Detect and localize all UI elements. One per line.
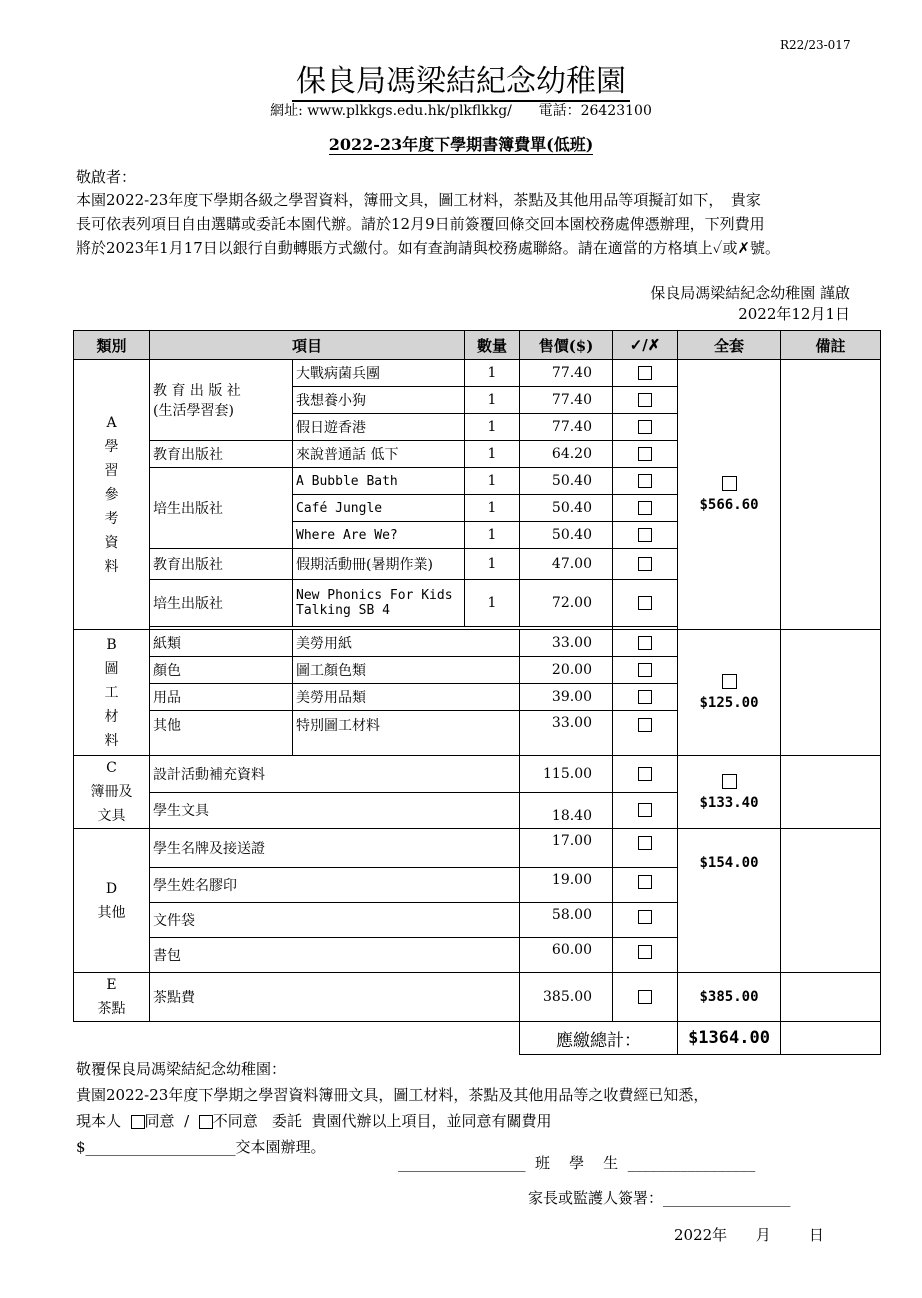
- checkbox[interactable]: [638, 393, 652, 407]
- grand-total-label: 應繳總計：: [520, 1022, 678, 1055]
- section-c-total: $133.40: [678, 756, 781, 829]
- item-price: 50.40: [520, 495, 613, 522]
- remarks-cell: [781, 829, 881, 973]
- item-price: 115.00: [520, 756, 613, 793]
- greeting: 敬啟者：: [76, 168, 137, 186]
- checkbox[interactable]: [638, 447, 652, 461]
- checkbox[interactable]: [638, 663, 652, 677]
- item-name: 學生姓名膠印: [150, 868, 520, 903]
- checkbox[interactable]: [638, 910, 652, 924]
- item-price: 50.40: [520, 522, 613, 549]
- checkbox[interactable]: [638, 528, 652, 542]
- table-row: [74, 630, 881, 657]
- item-price: 39.00: [520, 684, 613, 711]
- table-row: [74, 829, 881, 868]
- item-name: 文件袋: [150, 903, 520, 938]
- item-name: 大戰病菌兵團: [293, 360, 465, 387]
- item-name: 書包: [150, 938, 520, 973]
- item-qty: 1: [465, 468, 520, 495]
- item-price: 64.20: [520, 441, 613, 468]
- intro-paragraph: 本園2022-23年度下學期各級之學習資料，簿冊文具，圖工材料，茶點及其他用品等項擬訂如下， 貴家 長可依表列項目自由選購或委託本園代辦。請於12月9日前簽覆回條交回本園校務處俾憑辦理，下列費用 將於2023年1月17日以銀行自動轉賬方式繳付。如有查詢請與校務處聯絡。請在適當的方格填上✓或✗號。: [76, 191, 781, 257]
- item-name: 特別圖工材料: [293, 711, 520, 756]
- item-name: 圖工顏色類: [293, 657, 520, 684]
- item-price: 18.40: [520, 792, 613, 829]
- checkbox[interactable]: [638, 596, 652, 610]
- set-checkbox[interactable]: [722, 476, 737, 491]
- item-qty: 1: [465, 549, 520, 580]
- item-qty: 1: [465, 360, 520, 387]
- item-qty: 1: [465, 441, 520, 468]
- item-price: 50.40: [520, 468, 613, 495]
- reply-slip: 敬覆保良局馮梁結紀念幼稚園： 貴園2022-23年度下學期之學習資料簿冊文具，圖工材料，茶點及其他用品等之收費經已知悉， 現本人 同意 / 不同意 委託 貴園代辦以上項目，並同意有關費用 $____________________交本園辦理。: [76, 1056, 708, 1160]
- item-price: 19.00: [520, 868, 613, 903]
- item-price: 33.00: [520, 630, 613, 657]
- checkbox[interactable]: [638, 501, 652, 515]
- grand-total-value: $1364.00: [678, 1022, 781, 1055]
- publisher-cell: 教育出版社: [150, 441, 293, 468]
- item-price: 77.40: [520, 414, 613, 441]
- agree-checkbox[interactable]: [131, 1115, 145, 1129]
- grand-total-row: [74, 1022, 881, 1055]
- item-price: 77.40: [520, 360, 613, 387]
- disagree-checkbox[interactable]: [199, 1115, 213, 1129]
- item-name: 設計活動補充資料: [150, 756, 520, 793]
- item-category: 其他: [150, 711, 293, 756]
- fee-table: [73, 330, 881, 1055]
- item-name: 來說普通話 低下: [293, 441, 465, 468]
- table-row: [74, 973, 881, 1022]
- table-header: [74, 331, 881, 360]
- item-price: 385.00: [520, 973, 613, 1022]
- item-price: 20.00: [520, 657, 613, 684]
- section-b-label: B 圖 工 材 料: [74, 630, 150, 756]
- item-price: 58.00: [520, 903, 613, 938]
- item-qty: 1: [465, 522, 520, 549]
- item-name: 假期活動冊(暑期作業): [293, 549, 465, 580]
- class-student-line[interactable]: _________________ 班 學 生 _________________: [398, 1154, 756, 1172]
- reply-date-line[interactable]: 2022年 月 日: [674, 1226, 824, 1244]
- item-category: 紙類: [150, 630, 293, 657]
- table-row: [74, 756, 881, 793]
- header-price: 售價($): [520, 331, 613, 360]
- item-name: 學生文具: [150, 792, 520, 829]
- guardian-signature-line[interactable]: 家長或監護人簽署：_________________: [528, 1189, 791, 1207]
- item-name: 茶點費: [150, 973, 520, 1022]
- form-title: 2022-23年度下學期書簿費單(低班): [328, 135, 594, 154]
- checkbox[interactable]: [638, 690, 652, 704]
- checkbox[interactable]: [638, 557, 652, 571]
- item-price: 72.00: [520, 580, 613, 627]
- remarks-cell: [781, 973, 881, 1022]
- item-name: A Bubble Bath: [293, 468, 465, 495]
- item-name: 假日遊香港: [293, 414, 465, 441]
- publisher-cell: 教育出版社: [150, 549, 293, 580]
- item-price: 33.00: [520, 711, 613, 756]
- item-name: New Phonics For Kids Talking SB 4: [293, 580, 465, 627]
- item-name: 美勞用品類: [293, 684, 520, 711]
- item-name: 學生名牌及接送證: [150, 829, 520, 868]
- item-qty: 1: [465, 414, 520, 441]
- remarks-cell: [781, 756, 881, 829]
- item-qty: 1: [465, 387, 520, 414]
- section-d-total: $154.00: [678, 829, 781, 973]
- header-category: 類別: [74, 331, 150, 360]
- item-name: 我想養小狗: [293, 387, 465, 414]
- checkbox[interactable]: [638, 718, 652, 732]
- amount-field[interactable]: $____________________交本園辦理。: [76, 1138, 326, 1156]
- contact-info: 網址: www.plkkgs.edu.hk/plkflkkg/ 電話：26423100: [270, 103, 652, 119]
- section-b-total: $125.00: [678, 630, 781, 756]
- checkbox[interactable]: [638, 636, 652, 650]
- item-category: 顏色: [150, 657, 293, 684]
- publisher-cell: 培生出版社: [150, 580, 293, 627]
- item-category: 用品: [150, 684, 293, 711]
- remarks-cell: [781, 360, 881, 630]
- document-reference: R22/23-017: [780, 38, 851, 52]
- item-price: 77.40: [520, 387, 613, 414]
- item-name: 美勞用紙: [293, 630, 520, 657]
- item-qty: 1: [465, 580, 520, 627]
- checkbox[interactable]: [638, 945, 652, 959]
- checkbox[interactable]: [638, 767, 652, 781]
- item-qty: 1: [465, 495, 520, 522]
- section-a-total: $566.60: [678, 360, 781, 630]
- set-checkbox[interactable]: [722, 674, 737, 689]
- remarks-cell: [781, 630, 881, 756]
- header-remarks: 備註: [781, 331, 881, 360]
- header-item: 項目: [150, 331, 465, 360]
- school-name: 保良局馮梁結紀念幼稚園: [0, 56, 922, 100]
- checkbox[interactable]: [638, 990, 652, 1004]
- section-a-label: A 學 習 參 考 資 料: [74, 360, 150, 630]
- item-price: 47.00: [520, 549, 613, 580]
- section-d-label: D 其他: [74, 829, 150, 973]
- signature: 保良局馮梁結紀念幼稚園 謹啟: [650, 284, 850, 302]
- checkbox[interactable]: [638, 875, 652, 889]
- signature-date: 2022年12月1日: [738, 305, 850, 323]
- publisher-cell: 培生出版社: [150, 468, 293, 549]
- grand-total-blank: [781, 1022, 881, 1055]
- checkbox[interactable]: [638, 366, 652, 380]
- checkbox[interactable]: [638, 836, 652, 850]
- publisher-cell: 教 育 出 版 社 (生活學習套): [150, 360, 293, 441]
- item-name: Café Jungle: [293, 495, 465, 522]
- item-name: Where Are We?: [293, 522, 465, 549]
- section-e-total: $385.00: [678, 973, 781, 1022]
- item-price: 17.00: [520, 829, 613, 868]
- checkbox[interactable]: [638, 420, 652, 434]
- header-set: 全套: [678, 331, 781, 360]
- checkbox[interactable]: [638, 474, 652, 488]
- header-check: ✓/✗: [613, 331, 678, 360]
- checkbox[interactable]: [638, 803, 652, 817]
- section-c-label: C 簿冊及 文具: [74, 756, 150, 829]
- section-e-label: E 茶點: [74, 973, 150, 1022]
- set-checkbox[interactable]: [722, 774, 737, 789]
- item-price: 60.00: [520, 938, 613, 973]
- header-qty: 數量: [465, 331, 520, 360]
- table-row: [74, 360, 881, 387]
